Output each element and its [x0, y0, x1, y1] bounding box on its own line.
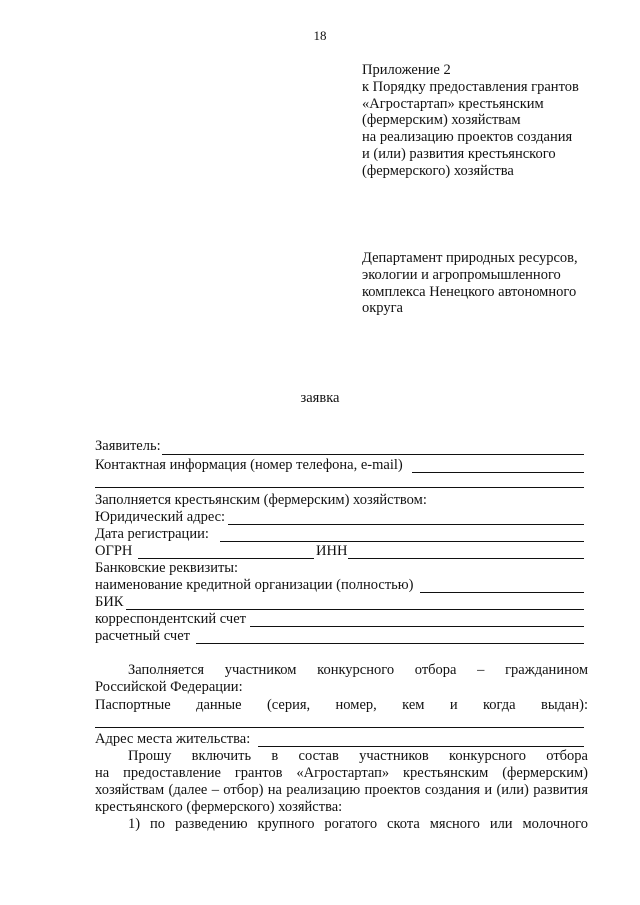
ogrn-label: ОГРН — [95, 543, 133, 559]
passport-field[interactable] — [95, 727, 584, 728]
inn-field[interactable] — [348, 558, 584, 559]
recipient-block — [362, 250, 578, 317]
appendix-header — [362, 62, 579, 180]
contact-info-label: Контактная информация (номер телефона, e-mail) — [95, 457, 403, 473]
applicant-label: Заявитель: — [95, 438, 161, 454]
legal-address-label: Юридический адрес: — [95, 509, 226, 525]
request-paragraph: хозяйствам (далее – отбор) на реализацию проектов создания и (или) развития — [95, 782, 588, 798]
current-account-label: расчетный счет — [95, 628, 190, 644]
recipient-line: округа — [362, 300, 403, 317]
residence-field[interactable] — [258, 746, 584, 747]
appendix-line: Приложение 2 — [362, 62, 451, 78]
appendix-line: к Порядку предоставления грантов — [362, 78, 579, 95]
applicant-field[interactable] — [162, 454, 584, 455]
registration-date-label: Дата регистрации: — [95, 526, 209, 542]
bank-name-label: наименование кредитной организации (полностью) — [95, 577, 414, 593]
recipient-line: Департамент природных ресурсов, — [362, 250, 578, 266]
corr-account-field[interactable] — [250, 626, 584, 627]
bik-field[interactable] — [126, 609, 584, 610]
inn-label: ИНН — [316, 543, 348, 559]
bik-label: БИК — [95, 594, 124, 610]
document-title: заявка — [300, 390, 340, 406]
passport-label: Паспортные данные (серия, номер, кем и когда выдан): — [95, 697, 588, 713]
appendix-line: на реализацию проектов создания — [362, 129, 573, 146]
appendix-line: «Агростартап» крестьянским — [362, 95, 544, 112]
citizen-section-text: Заполняется участником конкурсного отбора – гражданином — [128, 662, 588, 678]
contact-info-field[interactable] — [412, 472, 584, 473]
corr-account-label: корреспондентский счет — [95, 611, 246, 627]
request-paragraph: Прошу включить в состав участников конкурсного отбора — [128, 748, 588, 764]
request-paragraph: крестьянского (фермерского) хозяйства: — [95, 799, 343, 815]
farm-section-label: Заполняется крестьянским (фермерским) хозяйством: — [95, 492, 427, 508]
legal-address-field[interactable] — [228, 524, 584, 525]
residence-label: Адрес места жительства: — [95, 731, 251, 747]
ogrn-field[interactable] — [138, 558, 314, 559]
citizen-section-text: Российской Федерации: — [95, 679, 243, 695]
appendix-line: (фермерского) хозяйства — [362, 162, 514, 179]
bank-name-field[interactable] — [420, 592, 584, 593]
current-account-field[interactable] — [196, 643, 584, 644]
recipient-line: экологии и агропромышленного — [362, 266, 561, 283]
blank-line-field[interactable] — [95, 487, 584, 488]
page-number: 18 — [313, 28, 327, 43]
appendix-line: (фермерским) хозяйствам — [362, 112, 521, 129]
registration-date-field[interactable] — [220, 541, 584, 542]
request-paragraph: на предоставление грантов «Агростартап» крестьянским (фермерским) — [95, 765, 588, 781]
request-item: 1) по разведению крупного рогатого скота мясного или молочного — [128, 816, 588, 832]
bank-details-label: Банковские реквизиты: — [95, 560, 239, 576]
appendix-line: и (или) развития крестьянского — [362, 145, 556, 162]
recipient-line: комплекса Ненецкого автономного — [362, 283, 577, 300]
